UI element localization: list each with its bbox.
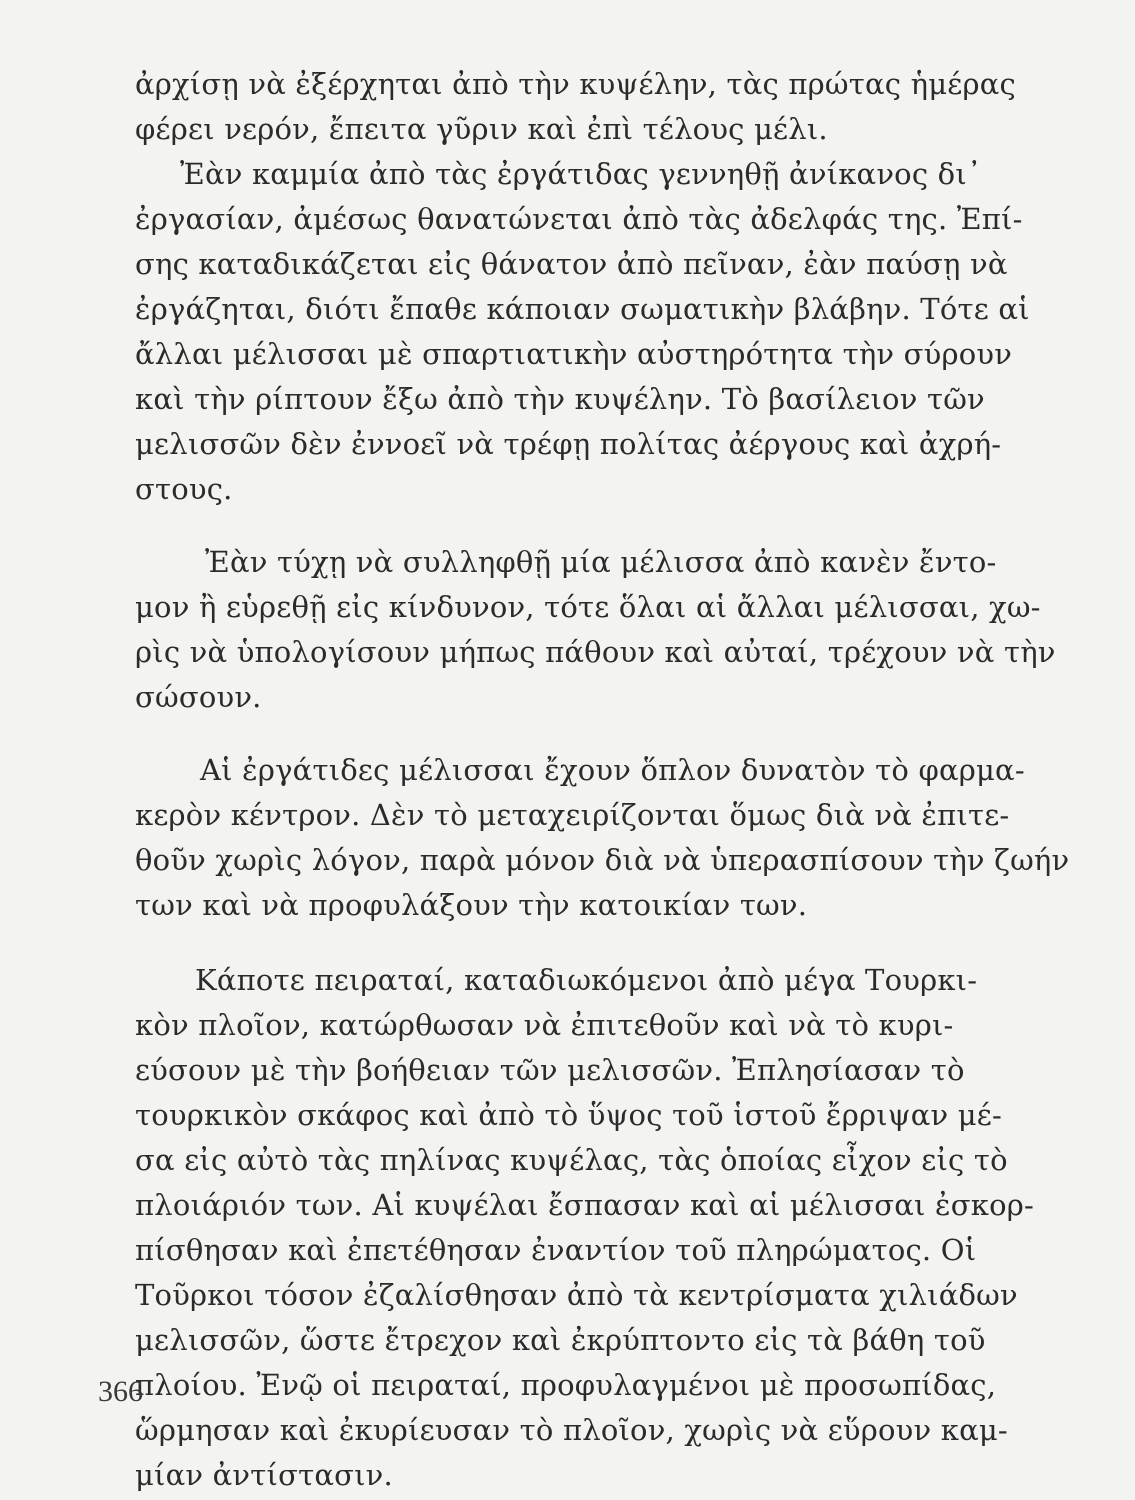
text-line: θοῦν χωρὶς λόγον, παρὰ μόνον διὰ νὰ ὑπερασπίσουν τὴν ζωήν	[135, 843, 1070, 877]
text-line: εύσουν μὲ τὴν βοήθειαν τῶν μελισσῶν. Ἐπλησίασαν τὸ	[135, 1053, 965, 1087]
text-line: ρὶς νὰ ὑπολογίσουν μήπως πάθουν καὶ αὐταί, τρέχουν νὰ τὴν	[135, 635, 1056, 669]
paragraph-spacer	[135, 512, 995, 540]
text-line: ἀρχίσῃ νὰ ἐξέρχηται ἀπὸ τὴν κυψέλην, τὰς πρώτας ἡμέρας	[135, 67, 1016, 101]
text-line: Αἱ ἐργάτιδες μέλισσαι ἔχουν ὅπλον δυνατὸν τὸ φαρμα-	[200, 753, 1025, 787]
paragraph-2	[135, 152, 1030, 512]
text-line: μελισσῶν, ὥστε ἔτρεχον καὶ ἐκρύπτοντο εἰς τὰ βάθη τοῦ	[135, 1323, 986, 1357]
text-line: φέρει νερόν, ἔπειτα γῦριν καὶ ἐπὶ τέλους μέλι.	[135, 112, 828, 146]
paragraph-5	[135, 958, 1035, 1498]
text-line: σώσουν.	[135, 680, 262, 714]
text-line: των καὶ νὰ προφυλάξουν τὴν κατοικίαν των.	[135, 888, 808, 922]
paragraph-1	[135, 62, 1016, 152]
text-line: τουρκικὸν σκάφος καὶ ἀπὸ τὸ ὕψος τοῦ ἱστοῦ ἔρριψαν μέ-	[135, 1098, 1003, 1132]
page-number: 366	[98, 1375, 143, 1408]
paragraph-3	[135, 540, 1056, 720]
text-line: Ἐὰν τύχῃ νὰ συλληφθῇ μία μέλισσα ἀπὸ κανὲν ἔντο-	[205, 545, 997, 579]
text-line: Ἐὰν καμμία ἀπὸ τὰς ἐργάτιδας γεννηθῇ ἀνίκανος δι᾽	[180, 157, 982, 191]
paragraph-spacer	[135, 928, 995, 958]
text-line: στους.	[135, 472, 233, 506]
text-line: σης καταδικάζεται εἰς θάνατον ἀπὸ πεῖναν, ἐὰν παύσῃ νὰ	[135, 247, 1008, 281]
text-line: καὶ τὴν ρίπτουν ἔξω ἀπὸ τὴν κυψέλην. Τὸ βασίλειον τῶν	[135, 382, 985, 416]
text-line: κερὸν κέντρον. Δὲν τὸ μεταχειρίζονται ὅμως διὰ νὰ ἐπιτε-	[135, 798, 1010, 832]
paragraph-4	[135, 748, 1070, 928]
text-line: πίσθησαν καὶ ἐπετέθησαν ἐναντίον τοῦ πληρώματος. Οἱ	[135, 1233, 977, 1267]
text-line: ἐργάζηται, διότι ἔπαθε κάποιαν σωματικὴν βλάβην. Τότε αἱ	[135, 292, 1030, 326]
text-line: ὥρμησαν καὶ ἐκυρίευσαν τὸ πλοῖον, χωρὶς νὰ εὕρουν καμ-	[135, 1413, 1008, 1447]
text-line: κὸν πλοῖον, κατώρθωσαν νὰ ἐπιτεθοῦν καὶ νὰ τὸ κυρι-	[135, 1008, 954, 1042]
text-line: πλοιάριόν των. Αἱ κυψέλαι ἔσπασαν καὶ αἱ μέλισσαι ἐσκορ-	[135, 1188, 1035, 1222]
text-line: Τοῦρκοι τόσον ἐζαλίσθησαν ἀπὸ τὰ κεντρίσματα χιλιάδων	[135, 1278, 1018, 1312]
text-line: πλοίου. Ἐνῷ οἱ πειραταί, προφυλαγμένοι μὲ προσωπίδας,	[135, 1368, 997, 1402]
text-line: Κάποτε πειραταί, καταδιωκόμενοι ἀπὸ μέγα Τουρκι-	[195, 963, 978, 997]
text-line: μελισσῶν δὲν ἐννοεῖ νὰ τρέφῃ πολίτας ἀέργους καὶ ἀχρή-	[135, 427, 1002, 461]
paragraph-spacer	[135, 720, 995, 748]
text-line: ἐργασίαν, ἀμέσως θανατώνεται ἀπὸ τὰς ἀδελφάς της. Ἐπί-	[135, 202, 1023, 236]
text-line: μον ἢ εὑρεθῇ εἰς κίνδυνον, τότε ὅλαι αἱ ἄλλαι μέλισσαι, χω-	[135, 590, 1041, 624]
text-line: σα εἰς αὐτὸ τὰς πηλίνας κυψέλας, τὰς ὁποίας εἶχον εἰς τὸ	[135, 1143, 1008, 1177]
text-line: ἄλλαι μέλισσαι μὲ σπαρτιατικὴν αὐστηρότητα τὴν σύρουν	[135, 337, 1013, 371]
body-text	[135, 62, 1070, 1498]
text-line: μίαν ἀντίστασιν.	[135, 1458, 393, 1492]
